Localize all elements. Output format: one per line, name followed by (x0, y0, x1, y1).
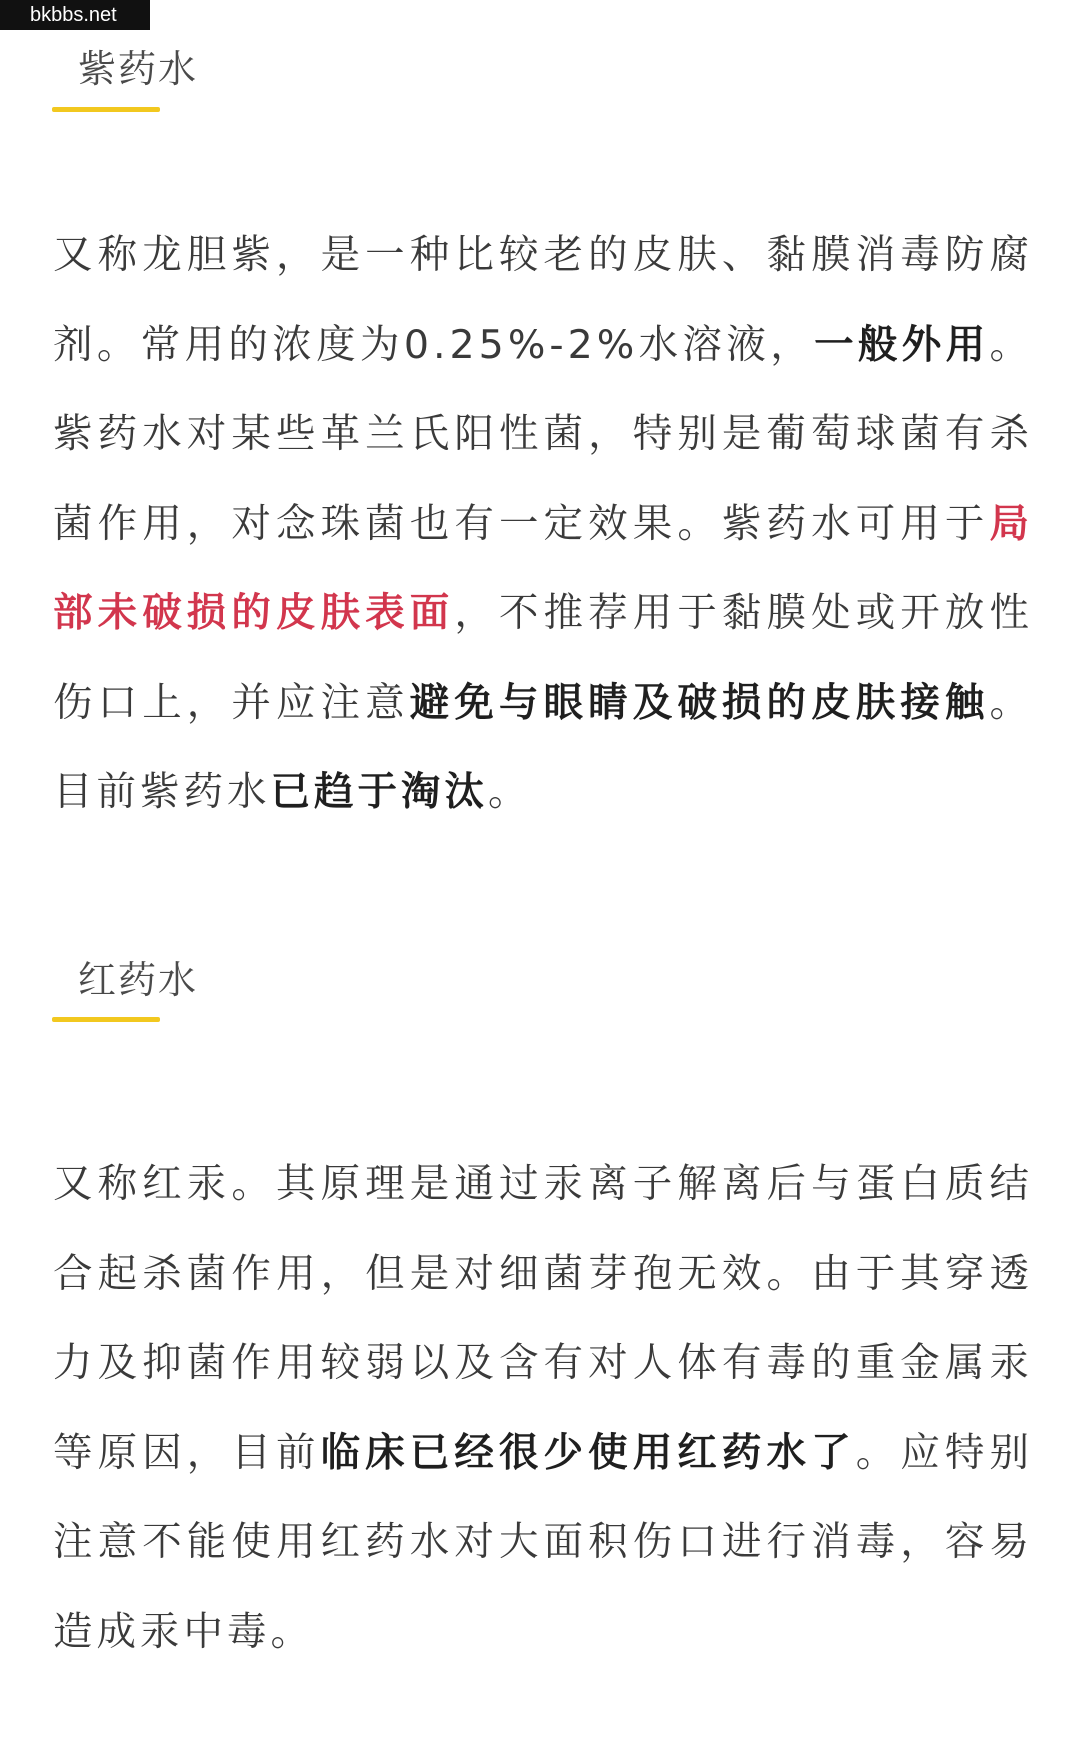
heading-underline (52, 107, 160, 112)
emphasis-text: 已趋于淘汰 (270, 769, 488, 815)
emphasis-text: 一般外用 (814, 321, 990, 368)
body-text: 。 (488, 769, 532, 815)
body-text: 。紫药水对某些革兰氏阳性菌，特别是葡萄球菌有杀菌作用，对念珠菌也有一定效果。紫药水可用于 (53, 321, 1033, 547)
body-text: 又称红汞。其原理是通过汞离子解离后与蛋白质结合起杀菌作用，但是对细菌芽孢无效。由于其穿透力及抑菌作用较弱以及含有对人体有毒的重金属汞等原因，目前 (53, 1161, 1033, 1476)
heading-underline (52, 1017, 160, 1022)
section-paragraph (53, 211, 1033, 838)
highlight-text: 局部未破损的皮肤表面 (53, 500, 1033, 636)
section-heading: 紫药水 (78, 47, 199, 91)
site-watermark: bkbbs.net (0, 0, 150, 30)
emphasis-text: 临床已经很少使用红药水了 (320, 1429, 856, 1476)
body-text: 。目前紫药水 (53, 679, 1034, 815)
section-heading: 红药水 (78, 958, 199, 1002)
body-text: ，不推荐用于黏膜处或开放性伤口上，并应注意 (53, 590, 1034, 726)
body-text: 又称龙胆紫，是一种比较老的皮肤、黏膜消毒防腐剂。常用的浓度为0.25%-2%水溶液， (53, 232, 1033, 368)
section-paragraph (53, 1140, 1033, 1677)
emphasis-text: 避免与眼睛及破损的皮肤接触 (409, 679, 990, 726)
body-text: 。应特别注意不能使用红药水对大面积伤口进行消毒，容易造成汞中毒。 (53, 1429, 1034, 1655)
